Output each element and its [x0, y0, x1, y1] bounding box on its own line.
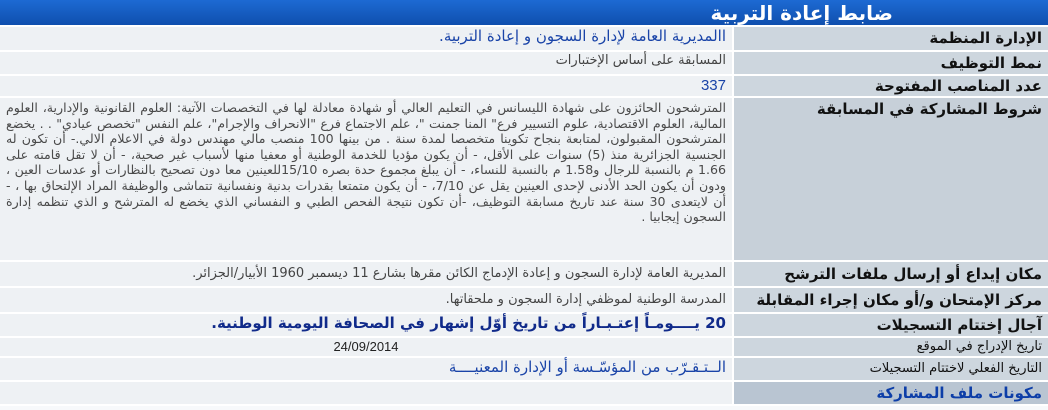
- table-row-recruitment-type: [0, 51, 1048, 75]
- table-row-exam-center: [0, 287, 1048, 313]
- submission-place-value: المديرية العامة لإدارة السجون و إعادة الإدماج الكائن مقرها بشارع 11 ديسمبر 1960 الأبيار/الجزائر.: [0, 261, 733, 287]
- exam-center-label: مركز الإمتحان و/أو مكان إجراء المقابلة: [733, 287, 1048, 313]
- table-row-deadline: [0, 313, 1048, 337]
- actual-closing-value: الــتـقـرّب من المؤسّـسة أو الإدارة المعنيــــة: [0, 357, 733, 381]
- organizer-label: الإدارة المنظمة: [733, 27, 1048, 51]
- posting-date-label: تاريخ الإدراج في الموقع: [733, 337, 1048, 357]
- positions-value: 337: [0, 75, 733, 97]
- file-components-value: [0, 381, 733, 405]
- actual-closing-label: التاريخ الفعلي لاختتام التسجيلات: [733, 357, 1048, 381]
- table-row-file-components: [0, 381, 1048, 405]
- recruitment-type-label: نمط التوظيف: [733, 51, 1048, 75]
- table-row-organizer: [0, 27, 1048, 51]
- table-row-conditions: [0, 97, 1048, 261]
- organizer-value: االمديرية العامة لإدارة السجون و إعادة التربية.: [0, 27, 733, 51]
- job-info-table: [0, 27, 1048, 406]
- deadline-value: 20 يــــومـاً إعتـبـاراً من تاريخ أوّل إشهار في الصحافة اليومية الوطنية.: [0, 313, 733, 337]
- page-title: ضابط إعادة التربية: [0, 0, 1048, 27]
- conditions-value: المترشحون الحائزون على شهادة الليسانس في التعليم العالي أو شهادة معادلة لها في التخصصات الآتية: العلوم القانونية والإدارية، العلوم المالية، العلوم الاقتصادية، علوم التسيير فرع" المنا جمنت "، علم الاجتماع فرع "الانحراف والإجرام"، علم النفس "تخصص عيادي" . . يخضع المترشحون المقبولون، لمتابعة بنجاح تكوينا متخصصا لمدة سنة . من بينها 100 منصب مالي مهندس دولة في الاعلام الالي.- أن تكون له الجنسية الجزائرية منذ (5) سنوات على الأقل، - أن يكون مؤديا للخدمة الوطنية أو معفيا منها لأسباب غير صحية، - أن لا تقل قامته على 1.66 م بالنسبة للرجال و1.58 م بالنسبة للنساء، - أن يبلغ مجموع حدة بصره 15/10للعينين معا دون تصحيح بالنظارات أو عدسات العين ، ودون أن يكون الحد الأدنى لإحدى العينين يقل عن 7/10، - أن يكون متمتعا بقدرات بدنية ونفسانية تتماشى والوظيفة المراد الإلتحاق بها ، - أن لايتعدى 30 سنة عند تاريخ مسابقة التوظيف، -أن تكون نتيجة الفحص الطبي و النفساني الذي يخضع له المترشح و الذي تنظمه إدارة السجون إيجابيا .: [0, 97, 733, 261]
- posting-date-value: 24/09/2014: [0, 337, 733, 357]
- positions-label: عدد المناصب المفتوحة: [733, 75, 1048, 97]
- table-row-positions: [0, 75, 1048, 97]
- deadline-label: آجال إختتام التسجيلات: [733, 313, 1048, 337]
- file-components-label: مكونات ملف المشاركة: [733, 381, 1048, 405]
- conditions-label: شروط المشاركة في المسابقة: [733, 97, 1048, 261]
- table-row-submission-place: [0, 261, 1048, 287]
- exam-center-value: المدرسة الوطنية لموظفي إدارة السجون و ملحقاتها.: [0, 287, 733, 313]
- recruitment-type-value: المسابقة على أساس الإختبارات: [0, 51, 733, 75]
- table-row-posting-date: [0, 337, 1048, 357]
- submission-place-label: مكان إيداع أو إرسال ملفات الترشح: [733, 261, 1048, 287]
- table-row-actual-closing: [0, 357, 1048, 381]
